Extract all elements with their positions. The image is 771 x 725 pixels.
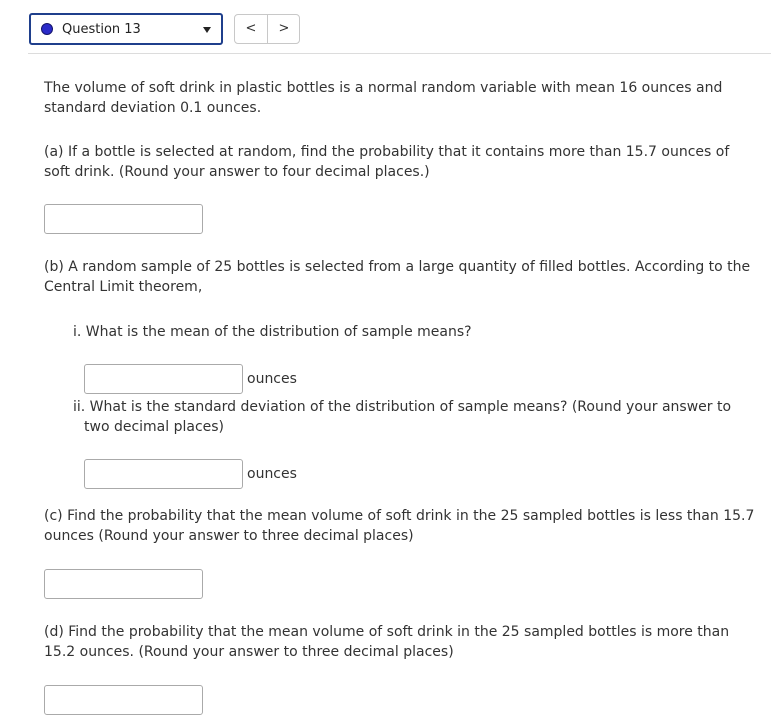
part-d-text: (d) Find the probability that the mean volume of soft drink in the 25 sampled bottles is more than 15.2 ounces. (Round your answer to three decimal places)	[44, 624, 730, 660]
part-b-ii-unit: ounces	[247, 466, 297, 482]
status-dot-icon	[41, 23, 53, 35]
question-pager	[234, 14, 300, 44]
part-c-text: (c) Find the probability that the mean volume of soft drink in the 25 sampled bottles is less than 15.7 ounces (Round your answer to three decimal places)	[44, 508, 755, 544]
part-a-text: (a) If a bottle is selected at random, find the probability that it contains more than 15.7 ounces of soft drink. (Round your answer to four decimal places.)	[44, 144, 730, 180]
question-label: Question 13	[62, 22, 141, 37]
part-b-i-unit: ounces	[247, 371, 297, 387]
part-b-i-text: i. What is the mean of the distribution of sample means?	[73, 324, 472, 340]
part-b-i-answer-input[interactable]	[84, 364, 243, 394]
caret-down-icon	[203, 27, 211, 33]
part-b-text: (b) A random sample of 25 bottles is selected from a large quantity of filled bottles. According to the Central Limit theorem,	[44, 259, 751, 295]
part-d-answer-input[interactable]	[44, 685, 203, 715]
part-a-answer-input[interactable]	[44, 204, 203, 234]
problem-intro: The volume of soft drink in plastic bottles is a normal random variable with mean 16 ounces and standard deviation 0.1 ounces.	[44, 80, 723, 116]
part-c-answer-input[interactable]	[44, 569, 203, 599]
previous-question-button[interactable]: <	[235, 15, 268, 43]
part-b-ii-text: ii. What is the standard deviation of the distribution of sample means? (Round your answer to two decimal places)	[73, 399, 732, 435]
question-nav-bar	[28, 7, 771, 54]
part-b-ii-answer-input[interactable]	[84, 459, 243, 489]
question-select-dropdown[interactable]	[29, 13, 223, 45]
next-question-button[interactable]: >	[278, 21, 290, 36]
